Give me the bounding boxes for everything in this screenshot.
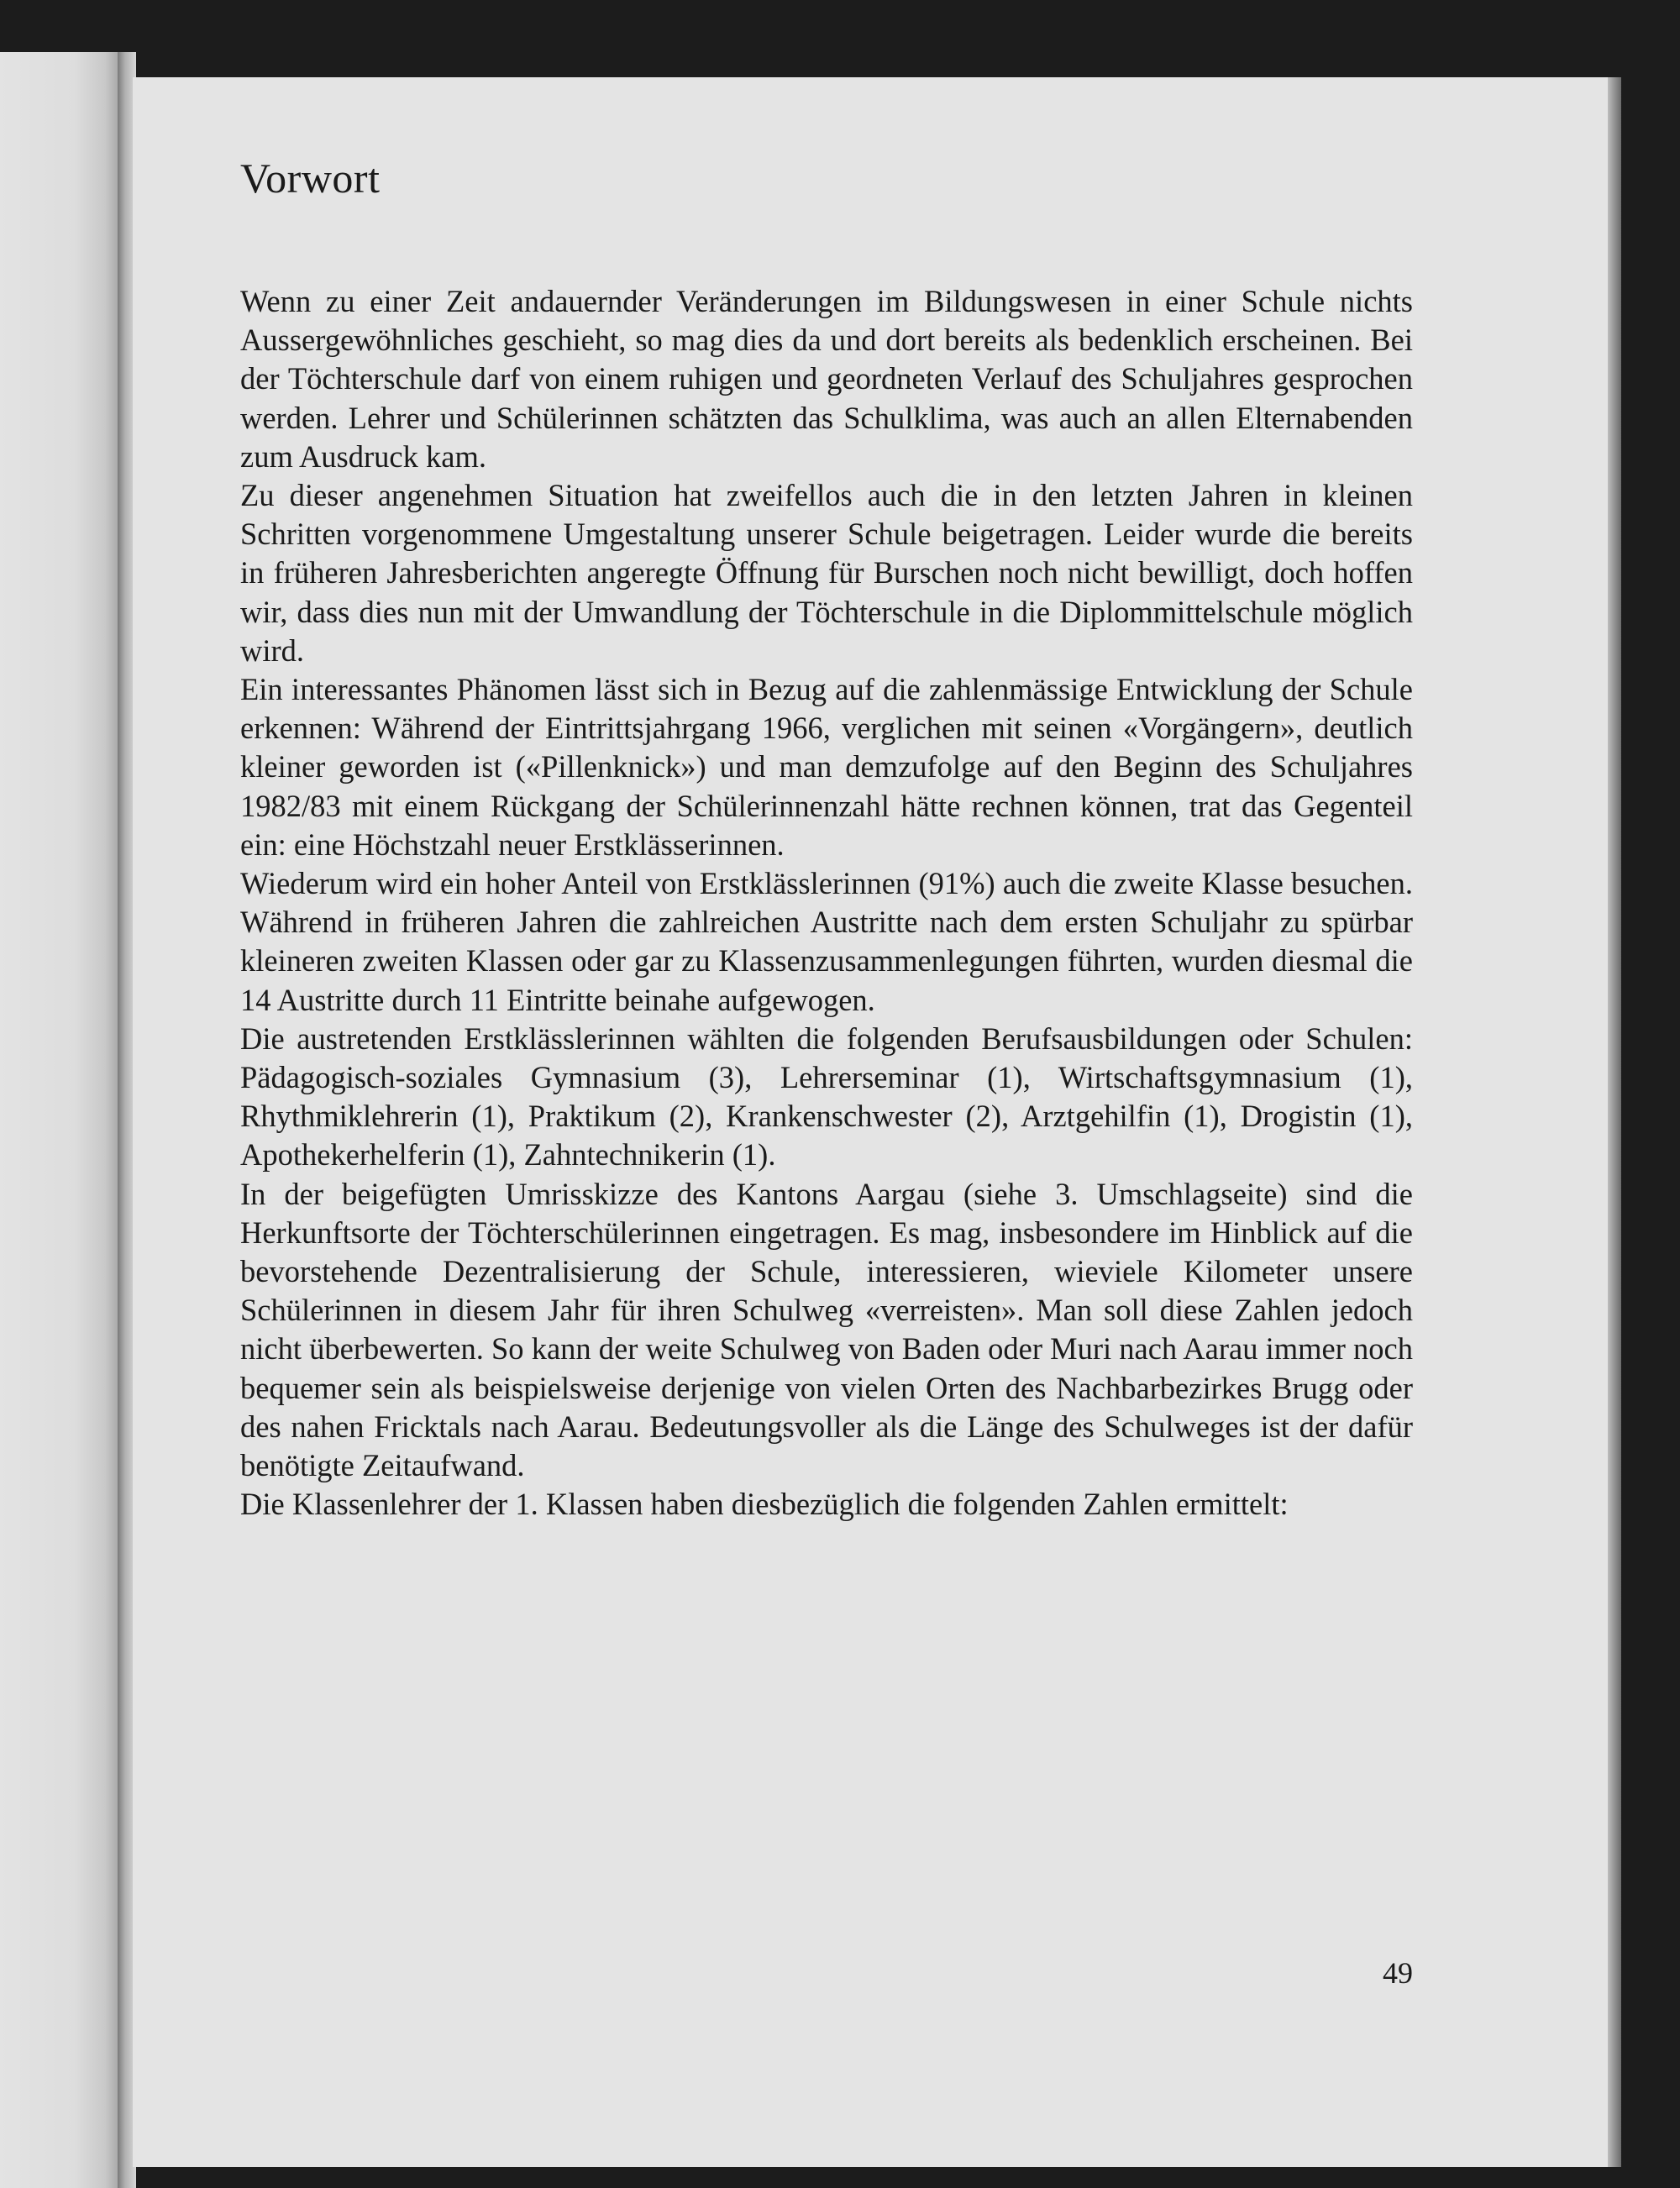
left-page-edge — [0, 52, 124, 2188]
paragraph: Ein interessantes Phänomen lässt sich in Bezug auf die zahlenmässige Entwicklung der Schule erkennen: Während der Eintrittsjahrgang 1966, verglichen mit seinen «Vorgängern», deutlich kleiner geworden ist («Pillenknick») und man demzufolge auf den Beginn des Schuljahres 1982/83 mit einem Rückgang der Schülerinnenzahl hätte rechnen können, trat das Gegenteil ein: eine Höchstzahl neuer Erstklässerinnen. — [240, 672, 1413, 862]
paragraph: Wiederum wird ein hoher Anteil von Erstklässlerinnen (91%) auch die zweite Klasse besuchen. Während in früheren Jahren die zahlreichen Austritte nach dem ersten Schuljahr zu spürbar kleineren zweiten Klassen oder gar zu Klassenzusammenlegungen führten, wurden diesmal die 14 Austritte durch 11 Eintritte beinahe aufgewogen. — [240, 866, 1413, 1017]
paragraph: Zu dieser angenehmen Situation hat zweifellos auch die in den letzten Jahren in kleinen Schritten vorgenommene Umgestaltung unserer Schule beigetragen. Leider wurde die bereits in früheren Jahresberichten angeregte Öffnung für Burschen noch nicht bewilligt, doch hoffen wir, dass dies nun mit der Umwandlung der Töchterschule in die Diplommittelschule möglich wird. — [240, 478, 1413, 668]
body-text — [240, 282, 1413, 1524]
right-page-edge-shadow — [1608, 77, 1621, 2167]
paragraph: Die austretenden Erstklässlerinnen wählten die folgenden Berufsausbildungen oder Schulen: Pädagogisch-soziales Gymnasium (3), Lehrerseminar (1), Wirtschaftsgymnasium (1), Rhythmiklehrerin (1), Praktikum (2), Krankenschwester (2), Arztgehilfin (1), Drogistin (1), Apothekerhelferin (1), Zahntechnikerin (1). — [240, 1021, 1413, 1173]
paragraph: Wenn zu einer Zeit andauernder Veränderungen im Bildungswesen in einer Schule nichts Aussergewöhnliches geschieht, so mag dies da und dort bereits als bedenklich erscheinen. Bei der Töchterschule darf von einem ruhigen und geordneten Verlauf des Schuljahres gesprochen werden. Lehrer und Schülerinnen schätzten das Schulklima, was auch an allen Elternabenden zum Ausdruck kam. — [240, 284, 1413, 474]
page-title: Vorwort — [240, 155, 381, 202]
paragraph: Die Klassenlehrer der 1. Klassen haben diesbezüglich die folgenden Zahlen ermittelt: — [240, 1487, 1289, 1522]
page-number: 49 — [1383, 1956, 1413, 1990]
paragraph: In der beigefügten Umrisskizze des Kantons Aargau (siehe 3. Umschlagseite) sind die Herkunftsorte der Töchterschülerinnen eingetragen. Es mag, insbesondere im Hinblick auf die bevorstehende Dezentralisierung der Schule, interessieren, wieviele Kilometer unsere Schülerinnen in diesem Jahr für ihren Schulweg «verreisten». Man soll diese Zahlen jedoch nicht überbewerten. So kann der weite Schulweg von Baden oder Muri nach Aarau immer noch bequemer sein als beispielsweise derjenige von vielen Orten des Nachbarbezirkes Brugg oder des nahen Fricktals nach Aarau. Bedeutungsvoller als die Länge des Schulweges ist der dafür benötigte Zeitaufwand. — [240, 1176, 1413, 1483]
